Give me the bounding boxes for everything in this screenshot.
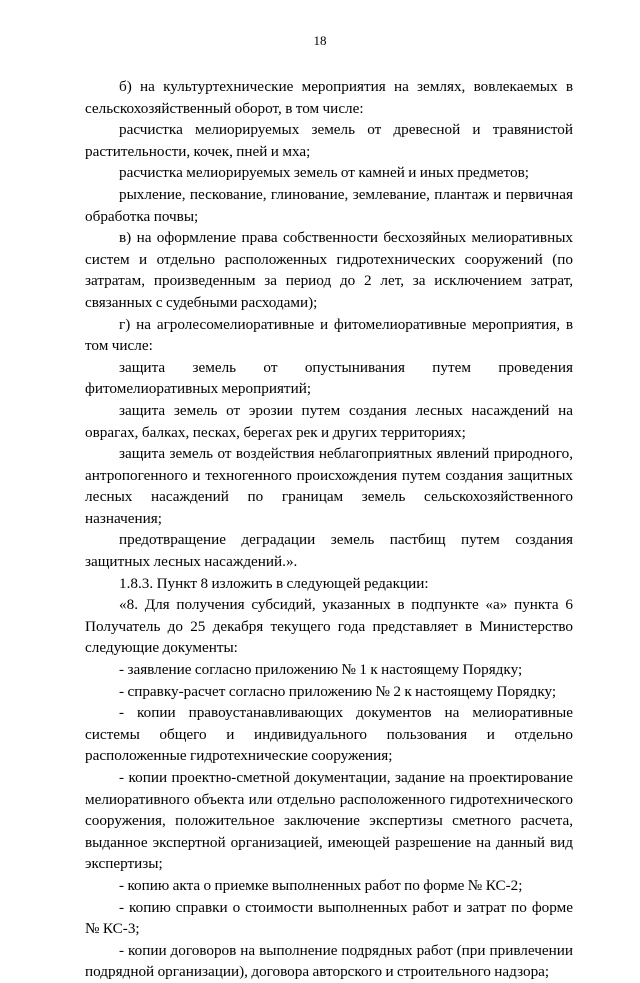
paragraph: б) на культуртехнические мероприятия на землях, вовлекаемых в сельскохозяйственный оборот, в том числе: [85, 78, 573, 117]
paragraph: 1.8.3. Пункт 8 изложить в следующей редакции: [119, 574, 429, 592]
paragraph: расчистка мелиорируемых земель от камней и иных предметов; [119, 164, 529, 182]
list-item: - заявление согласно приложению № 1 к настоящему Порядку; [119, 661, 523, 679]
paragraph: защита земель от воздействия неблагоприятных явлений природного, антропогенного и техногенного происхождения путем создания защитных лесных насаждений по границам земель сельскохозяйственного назначения; [85, 445, 573, 527]
paragraph: г) на агролесомелиоративные и фитомелиоративные мероприятия, в том числе: [85, 315, 573, 355]
list-item: - копию справки о стоимости выполненных работ и затрат по форме № КС-3; [85, 898, 573, 938]
list-item: - копию акта о приемке выполненных работ по форме № КС-2; [119, 876, 523, 894]
paragraph: защита земель от эрозии путем создания лесных насаждений на оврагах, балках, песках, берегах рек и других территориях; [85, 401, 573, 441]
document-body [85, 76, 573, 983]
list-item: - копии правоустанавливающих документов на мелиоративные системы общего и индивидуального пользования и отдельно расположенные гидротехнические сооружения; [85, 704, 573, 765]
page-number: 18 [313, 33, 327, 48]
paragraph: «8. Для получения субсидий, указанных в подпункте «а» пункта 6 Получатель до 25 декабря текущего года представляет в Министерство следующие документы: [85, 596, 573, 657]
paragraph: расчистка мелиорируемых земель от древесной и травянистой растительности, кочек, пней и мха; [85, 121, 573, 160]
paragraph: рыхление, пескование, глинование, землевание, плантаж и первичная обработка почвы; [85, 185, 573, 225]
list-item: - справку-расчет согласно приложению № 2 к настоящему Порядку; [119, 682, 557, 700]
list-item: - копии договоров на выполнение подрядных работ (при привлечении подрядной организации), договора авторского и строительного надзора; [85, 941, 573, 981]
list-item: - копии проектно-сметной документации, задание на проектирование мелиоративного объекта или отдельно расположенного гидротехнического сооружения, положительное заключение экспертизы сметного расчета, выданное экспертной организацией, имеющей разрешение на данный вид экспертизы; [85, 769, 573, 873]
paragraph: предотвращение деградации земель пастбищ путем создания защитных лесных насаждений.». [85, 531, 573, 571]
paragraph: в) на оформление права собственности бесхозяйных мелиоративных систем и отдельно расположенных гидротехнических сооружений (по затратам, произведенным за период до 2 лет, за исключением затрат, связанных с судебными расходами); [85, 229, 573, 311]
paragraph: защита земель от опустынивания путем проведения фитомелиоративных мероприятий; [85, 358, 573, 398]
